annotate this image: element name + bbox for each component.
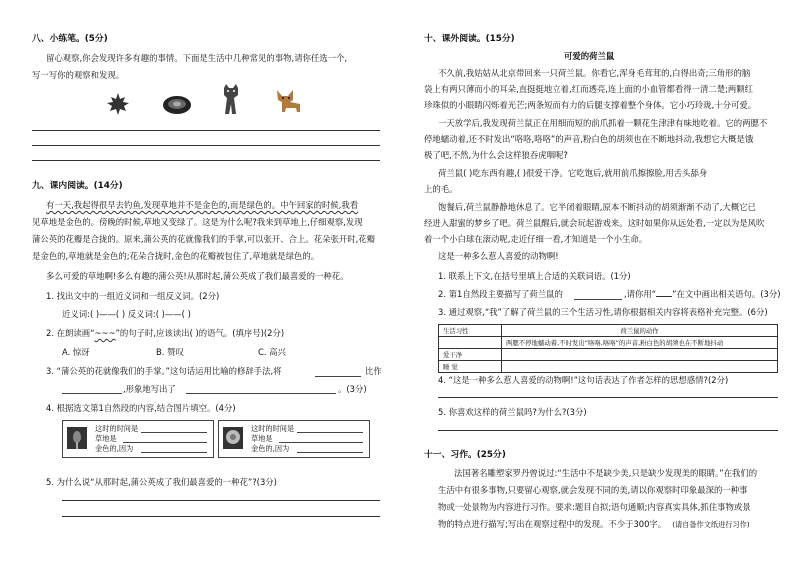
section-8-intro-line1: 留心观察,你会发现许多有趣的事情。下面是生活中几种常见的事物,请你任选一个, (46, 53, 348, 63)
question-1: 1. 联系上下文,在括号里填上合适的关联词语。(1分) (438, 271, 631, 281)
option-a[interactable]: A. 惊讶 (62, 347, 90, 357)
question-3: 3. 通过观察,“我”了解了荷兰鼠的三个生活习性,请你根据相关内容将表格补充完整。(6分) (438, 307, 768, 317)
q3-blank-1[interactable] (315, 376, 361, 377)
fig-blank[interactable] (141, 432, 207, 433)
essay-note: (请自备作文纸进行习作) (672, 520, 750, 529)
right-page (408, 0, 800, 566)
closed-dandelion-icon (67, 427, 87, 449)
question-3-text: ,形象地写出了 (123, 384, 176, 394)
maple-leaf-icon (106, 92, 130, 116)
fig-blank[interactable] (141, 452, 207, 453)
option-c[interactable]: C. 高兴 (258, 347, 286, 357)
passage-line: 是金色的,草地就是金色的;花朵合拢时,金色的花瓣被包住了,草地就是绿色的。 (32, 251, 320, 261)
story-line: 荷兰鼠( )吃东西有趣,( )很爱干净。它吃饱后,就用前爪擦擦脸,用舌头舔身 (438, 168, 708, 178)
essay-prompt-line: 物的特点进行描写;写出在观察过程中的发现。不少于300字。 (请自备作文纸进行习作) (438, 519, 750, 529)
section-11-title: 十一、习作。(25分) (424, 450, 506, 460)
answer-line[interactable] (438, 397, 778, 398)
answer-line[interactable] (438, 430, 778, 431)
question-5: 5. 你喜欢这样的荷兰鼠吗?为什么?(3分) (438, 407, 587, 417)
question-5: 5. 为什么说“从那时起,蒲公英成了我们最喜爱的一种花”?(3分) (46, 477, 277, 487)
q2-blank[interactable] (574, 299, 622, 300)
section-9-title: 九、课内阅读。(14分) (32, 181, 123, 191)
table-cell[interactable] (502, 361, 778, 373)
story-line: 着一个小白球在滚动呢,走近仔细一看,才知道是一个小生命。 (424, 234, 648, 244)
passage-line: 多么可爱的草地啊!多么有趣的蒲公英!从那时起,蒲公英成了我们最喜爱的一种花。 (46, 271, 349, 281)
answer-line[interactable] (32, 130, 380, 131)
table-cell: 爱干净 (439, 349, 502, 361)
story-line: 上的毛。 (424, 184, 458, 194)
story-title: 可爱的荷兰鼠 (564, 51, 615, 61)
answer-line[interactable] (32, 160, 380, 161)
table-cell[interactable] (502, 349, 778, 361)
story-line: 经进入甜蜜的梦乡了吧。荷兰鼠醒后,就会玩起游戏来。这时如果你从远处看,一定以为是风吹 (424, 218, 765, 228)
q3-blank-2[interactable] (62, 393, 122, 394)
habits-table (438, 324, 778, 373)
essay-prompt-line: 物或一处景物为内容进行习作。要求:题目自拟;语句通顺;内容真实具体,抓住事物或景 (438, 502, 751, 512)
table-header: 荷兰鼠的动作 (502, 325, 778, 337)
essay-prompt-line: 法国著名雕塑家罗丹曾说过:“生活中不是缺少美,只是缺少发现美的眼睛。”在我们的 (454, 468, 758, 478)
story-line: 一天放学后,我发现荷兰鼠正在用细而短的前爪抓着一颗花生津津有味地吃着。它的两腮不 (438, 118, 768, 128)
answer-line[interactable] (62, 500, 380, 501)
story-line: 饱餐后,荷兰鼠静静地休息了。它半闭着眼睛,原本不断抖动的胡须渐渐不动了,大概它已 (438, 202, 756, 212)
puppy-icon (274, 90, 302, 114)
wavy-underlined-sentence: 有一天,我起得很早去钓鱼,发现草地并不是金色的,而是绿色的。中午回家的时候,我看 (46, 200, 359, 210)
story-line: 极了吧,不然,为什么会这样狼吞虎咽呢? (424, 150, 568, 160)
passage-line: 见草地是金色的。傍晚的时候,草地又变绿了。这是为什么呢?我来到草地上,仔细观察,发现 (32, 217, 363, 227)
question-3-text: 比作 (365, 366, 382, 376)
left-page (0, 0, 398, 566)
table-cell: 两腮不停地蠕动着,不时发出“咯咯,咯咯”的声音,粉白色的胡须也在不断地抖动 (502, 337, 778, 349)
fig-blank[interactable] (123, 442, 207, 443)
chrysanthemum-icon (162, 94, 192, 116)
question-3-points: 。(3分) (338, 384, 367, 394)
fig-blank[interactable] (297, 432, 363, 433)
question-1-blanks[interactable]: 近义词:( )——( ) 反义词:( )——( ) (62, 309, 191, 319)
open-dandelion-icon (223, 427, 243, 449)
table-cell[interactable] (439, 337, 502, 349)
essay-prompt-line: 生活中有很多事物,只要留心观察,就会发现不同的美,请以你观察时印象最深的一种事 (438, 485, 748, 495)
story-line: 停地蠕动着,还不时发出“咯咯,咯咯”的声音,粉白色的胡须也在不断地抖动,我想它大概是饿 (424, 134, 754, 144)
fig-blank[interactable] (297, 452, 363, 453)
passage-line (46, 200, 358, 210)
table-header: 生活习性 (439, 325, 502, 337)
story-line: 袋上有两只薄而小的耳朵,直挺挺地立着,红而透亮,连上面的小血管都看得一清二楚;两颗红 (424, 84, 754, 94)
question-2: 2. 在朗读画“~~~”的句子时,应该读出( )的语气。(填序号)(2分) (46, 328, 285, 338)
section-10-title: 十、课外阅读。(15分) (424, 34, 515, 44)
answer-line[interactable] (62, 516, 380, 517)
story-line: 不久前,我姑姑从北京带回来一只荷兰鼠。你看它,浑身毛茸茸的,白得出奇;三角形的脑 (438, 68, 751, 78)
figure-box-noon: 这时的时间是 草地是 金色的,因为 (218, 420, 370, 458)
question-1: 1. 找出文中的一组近义词和一组反义词。(2分) (46, 291, 220, 301)
question-4: 4. 根据选文第1自然段的内容,结合图片填空。(4分) (46, 403, 236, 413)
question-4: 4. “这是一种多么惹人喜爱的动物啊!”这句话表达了作者怎样的思想感情?(2分) (438, 375, 729, 385)
kitten-icon (220, 84, 242, 116)
fig-blank[interactable] (279, 442, 363, 443)
question-2-text: ,请你用“ ”在文中画出相关语句。(3分) (624, 289, 781, 299)
option-b[interactable]: B. 赞叹 (156, 347, 184, 357)
q3-blank-3[interactable] (186, 393, 336, 394)
story-line: 这是一种多么惹人喜爱的动物啊! (438, 251, 559, 261)
table-cell: 睡 觉 (439, 361, 502, 373)
story-line: 珍珠似的小眼睛闪烁着光芒;两条短而有力的后腿支撑着整个身体。它小巧玲珑,十分可爱。 (424, 100, 757, 110)
question-2: 2. 第1自然段主要描写了荷兰鼠的 (438, 289, 563, 299)
figure-box-morning: 这时的时间是 草地是 金色的,因为 (62, 420, 214, 458)
section-8-intro-line2: 写一写你的观察和发现。 (32, 70, 125, 80)
passage-line: 蒲公英的花瓣是合拢的。原来,蒲公英的花就像我们的手掌,可以张开、合上。花朵张开时,花瓣 (32, 234, 375, 244)
answer-line[interactable] (32, 145, 380, 146)
section-8-title: 八、小练笔。(5分) (32, 34, 108, 44)
question-3-line1: 3. “蒲公英的花就像我们的手掌。”这句话运用比喻的修辞手法,将 (46, 366, 282, 376)
